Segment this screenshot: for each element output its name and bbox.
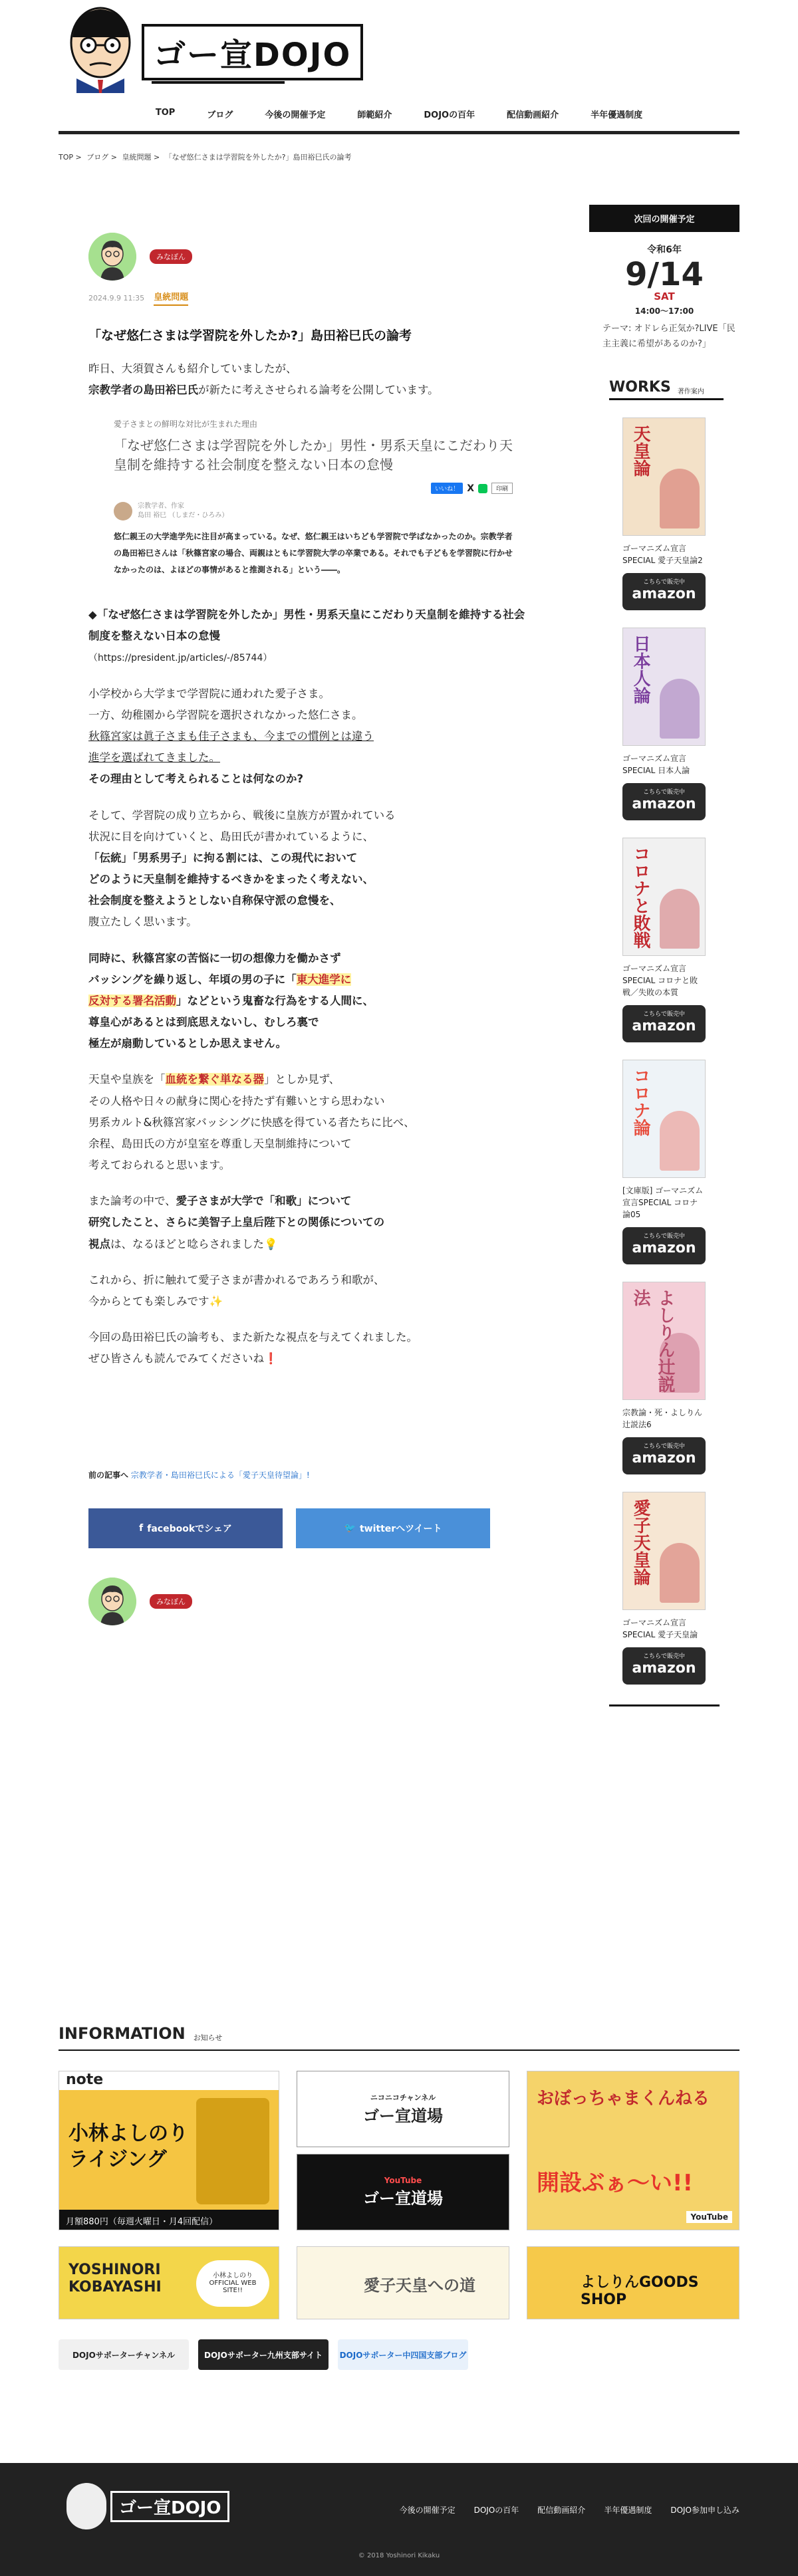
event-theme: テーマ: オドレら正気か?LIVE「民主主義に希望があるのか?」 [602, 324, 735, 349]
event-day: 9/14 [625, 256, 704, 293]
book-cover-art [660, 1543, 700, 1603]
p4-line: その人格や日々の献身に関心を持たず有難いとすら思わない [88, 1094, 385, 1108]
p2-bold: どのように天皇制を維持するべきかをまったく考えない、 [88, 873, 374, 886]
post-title: 「なぜ悠仁さまは学習院を外したか?」島田裕巳氏の論考 [88, 328, 412, 343]
next-event-heading: 次回の開催予定 [589, 205, 739, 232]
book-title[interactable]: ゴーマニズム宣言SPECIAL 日本人論 [622, 753, 690, 775]
niconico-channel-banner[interactable] [297, 2071, 509, 2147]
amazon-logo: amazon [632, 1239, 696, 1256]
line-share-icon[interactable] [478, 484, 487, 493]
amazon-button[interactable] [622, 1227, 706, 1264]
logo-underline [152, 81, 285, 84]
book-cover[interactable] [622, 417, 706, 536]
embed-body: 悠仁親王の大学進学先に注目が高まっている。なぜ、悠仁親王はいちども学習院で学ばなかったのか。宗教学者の島田裕巳さんは「秋篠宮家の場合、両親はともに学習院大学の卒業である。それでも子どもを学習院に行かせなかったのは、よほどの事情があると推測される」という――。 [114, 532, 513, 574]
information-section [59, 2024, 739, 2370]
author-avatar-bottom[interactable] [88, 1578, 136, 1625]
embed-kicker: 愛子さまとの鮮明な対比が生まれた理由 [114, 419, 258, 429]
embed-author-role: 宗教学者、作家 [138, 503, 184, 511]
book-cover-art [660, 679, 700, 739]
note-rising-banner[interactable] [59, 2071, 279, 2230]
p4-red: 血統を繋ぐ単なる器 [165, 1073, 264, 1086]
kobayashi-photo [196, 2098, 269, 2204]
amazon-logo: amazon [632, 795, 696, 812]
amazon-small-label: こちらで販売中 [643, 1443, 685, 1450]
goods-shop-banner[interactable] [527, 2246, 739, 2319]
information-subtitle: お知らせ [193, 2034, 223, 2042]
p2-line: そして、学習院の成り立ちから、戦後に皇族方が置かれている [88, 808, 396, 822]
footer-logo[interactable] [66, 2483, 229, 2529]
prev-label: 前の記事へ [88, 1470, 129, 1480]
p4-line: 天皇や皇族を「 [88, 1073, 166, 1086]
supporter-links [59, 2339, 739, 2370]
amazon-button[interactable] [622, 573, 706, 610]
global-nav [59, 100, 739, 134]
nav-dojo-history[interactable]: DOJOの百年 [424, 110, 475, 120]
official-site-title: YOSHINORI KOBAYASHI [68, 2262, 162, 2296]
event-time: 14:00～17:00 [634, 306, 694, 316]
amazon-small-label: こちらで販売中 [643, 578, 685, 586]
chushikoku-branch-link[interactable]: DOJOサポーター中四国支部ブログ [338, 2339, 468, 2370]
author-badge-bottom[interactable]: みなぼん [150, 1594, 192, 1609]
paragraph-1 [88, 683, 527, 790]
work-item [622, 1492, 706, 1685]
sidebar [589, 205, 739, 1706]
niconico-title: ゴー宣道場 [363, 2107, 443, 2125]
author-badge[interactable]: みなぼん [150, 249, 192, 264]
site-logo[interactable] [63, 4, 363, 93]
nav-blog[interactable]: ブログ [207, 110, 233, 120]
amazon-button[interactable] [622, 1437, 706, 1474]
facebook-share-label: facebookでシェア [147, 1524, 232, 1535]
video-channel-banners [297, 2071, 509, 2230]
like-button[interactable]: いいね！ [431, 483, 463, 494]
copyright: © 2018 Yoshinori Kikaku [358, 2552, 440, 2559]
site-header [0, 0, 798, 162]
information-heading [59, 2024, 739, 2051]
prev-post [88, 1469, 527, 1480]
youtube-label: YouTube [384, 2176, 422, 2185]
twitter-share-label: twitterへツイート [359, 1524, 442, 1535]
embed-share-bar [114, 483, 513, 494]
logo-text: ゴー宣DOJO [142, 24, 363, 80]
book-cover-title: コロナ論 [630, 1066, 650, 1136]
nav-schedule[interactable]: 今後の開催予定 [265, 110, 326, 120]
p2-bold: 「伝統」「男系男子」に拘る割には、この現代において [88, 851, 358, 864]
author-row [88, 233, 527, 281]
breadcrumb-current: 「なぜ悠仁さまは学習院を外したか?」島田裕巳氏の論考 [164, 153, 352, 162]
amazon-small-label: こちらで販売中 [643, 1653, 685, 1660]
official-site-bubble: 小林よしのり OFFICIAL WEB SITE!! [196, 2260, 269, 2307]
embedded-article[interactable] [114, 418, 513, 578]
intro-line-2: が新たに考えさせられる論考を公開しています。 [198, 384, 439, 397]
book-cover-title: 日本人論 [630, 634, 650, 704]
p2-line: 状況に目を向けていくと、島田氏が書かれているように、 [88, 830, 374, 843]
source-link-title: ◆「なぜ悠仁さまは学習院を外したか」男性・男系天皇にこだわり天皇制を維持する社会制度を整えない日本の怠慢 [88, 608, 525, 643]
note-price: 月額880円（毎週火曜日・月4回配信） [59, 2210, 279, 2230]
article [88, 233, 527, 1625]
embed-author-photo [114, 502, 132, 521]
amazon-button[interactable] [622, 1647, 706, 1685]
embed-title: 「なぜ悠仁さまは学習院を外したか」男性・男系天皇にこだわり天皇制を維持する社会制度を整えない日本の怠慢 [114, 437, 513, 473]
work-item [622, 628, 706, 820]
amazon-small-label: こちらで販売中 [643, 788, 685, 796]
information-title: INFORMATION [59, 2024, 186, 2043]
footer-nav-schedule[interactable]: 今後の開催予定 [399, 2506, 456, 2515]
p4-line: 男系カルト&秋篠宮家バッシングに快感を得ている者たちに比べ、 [88, 1115, 415, 1129]
sidebar-divider [609, 1704, 720, 1706]
amazon-logo: amazon [632, 1017, 696, 1034]
breadcrumb-top[interactable]: TOP [59, 153, 74, 162]
p1-bold: その理由として考えられることは何なのか? [88, 772, 304, 786]
work-item [622, 1060, 706, 1264]
p6-line: これから、折に触れて愛子さまが書かれるであろう和歌が、 [88, 1273, 385, 1286]
footer-nav-half-year[interactable]: 半年優遇制度 [604, 2506, 652, 2515]
works-title: WORKS [609, 378, 671, 396]
p2-line: 腹立たしく思います。 [88, 915, 198, 929]
breadcrumb: TOP > ブログ > 皇統問題 > 「なぜ悠仁さまは学習院を外したか?」島田裕巳氏の論考 [59, 153, 352, 162]
paragraph-link [88, 604, 527, 669]
embed-author-name: 島田 裕巳 （しまだ・ひろみ） [138, 512, 229, 520]
works-list [589, 417, 739, 1685]
p1-underline: 進学を選ばれてきました。 [88, 751, 220, 764]
exclamation-icon: ❗ [264, 1352, 278, 1365]
work-item [622, 1282, 706, 1474]
book-cover-title: よしりん辻説法 [630, 1288, 675, 1393]
paragraph-6 [88, 1270, 527, 1312]
p2-bold: 社会制度を整えようとしない自称保守派の怠慢を、 [88, 894, 341, 907]
p1-line: 小学校から大学まで学習院に通われた愛子さま。 [88, 687, 330, 700]
paragraph-3 [88, 948, 527, 1055]
youtube-badge: YouTube [686, 2211, 732, 2223]
amazon-logo: amazon [632, 1659, 696, 1677]
book-cover[interactable] [622, 628, 706, 746]
book-cover[interactable] [622, 838, 706, 956]
youtube-channel-banner[interactable] [297, 2154, 509, 2230]
obocchama-channel-banner[interactable] [527, 2071, 739, 2230]
p5-bold: 愛子さまが大学で「和歌」について [176, 1195, 352, 1208]
event-year: 令和6年 [647, 245, 682, 255]
niconico-label: ニコニコチャンネル [370, 2093, 436, 2102]
intro-bold: 宗教学者の島田裕巳氏 [88, 384, 198, 397]
aiko-title: 愛子天皇への道 [364, 2276, 475, 2295]
kyushu-branch-link[interactable]: DOJOサポーター九州支部サイト [198, 2339, 329, 2370]
kobayashi-face-icon [63, 4, 138, 93]
p6-line: 今からとても楽しみです [88, 1294, 209, 1308]
post-date: 2024.9.9 11:35 [88, 293, 145, 302]
youtube-title: ゴー宣道場 [363, 2189, 443, 2208]
book-title[interactable]: ゴーマニズム宣言SPECIAL 愛子天皇論2 [622, 543, 703, 565]
twitter-share-button[interactable] [296, 1508, 490, 1548]
next-event-date[interactable] [589, 243, 739, 316]
footer-nav-apply[interactable]: DOJO参加申し込み [670, 2506, 739, 2515]
p3-bold: 同時に、秋篠宮家の苦悩に一切の想像力を働かさず [88, 951, 341, 965]
paragraph-5 [88, 1191, 527, 1255]
post-meta [88, 290, 527, 306]
sparkle-icon: ✨ [209, 1294, 223, 1308]
amazon-logo: amazon [632, 1449, 696, 1466]
footer-nav-dojo-history[interactable]: DOJOの百年 [473, 2506, 519, 2515]
breadcrumb-category[interactable]: 皇統問題 [122, 153, 152, 162]
p5-bold: 研究したこと、さらに美智子上皇后陛下との関係についての [88, 1216, 385, 1229]
nav-top[interactable]: TOP [155, 108, 176, 118]
p4-line: 余程、島田氏の方が皇室を尊重し天皇制維持について [88, 1137, 352, 1150]
author-footer [88, 1578, 527, 1625]
book-cover-title: 愛子天皇論 [630, 1498, 650, 1585]
book-cover-title: 天皇論 [630, 424, 650, 477]
footer-face-icon [66, 2483, 106, 2529]
embed-author [114, 502, 513, 521]
amazon-button[interactable] [622, 783, 706, 820]
facebook-share-button[interactable] [88, 1508, 283, 1548]
footer-logo-text: ゴー宣DOJO [110, 2491, 229, 2522]
paragraph-2 [88, 805, 527, 933]
book-cover-art [660, 1111, 700, 1171]
p1-line: 一方、幼稚園から学習院を選択されなかった悠仁さま。 [88, 708, 363, 721]
works-heading [609, 379, 724, 400]
banner-grid [59, 2071, 739, 2319]
prev-post-link[interactable]: 宗教学者・島田裕巳氏による「愛子天皇待望論」! [130, 1470, 310, 1480]
event-weekday: SAT [654, 291, 675, 302]
book-title[interactable]: ゴーマニズム宣言SPECIAL コロナと敗戦／失敗の本質 [622, 963, 698, 997]
x-share-icon[interactable]: X [467, 483, 474, 494]
p3-bold: 」などという鬼畜な行為をする人間に、 [176, 994, 374, 1007]
supporter-channel-link[interactable]: DOJOサポーターチャンネル [59, 2339, 189, 2370]
paragraph-7 [88, 1327, 527, 1369]
print-button[interactable]: 印刷 [491, 483, 513, 494]
amazon-small-label: こちらで販売中 [643, 1010, 685, 1018]
aiko-tenno-banner[interactable] [297, 2246, 509, 2319]
book-cover-art [660, 889, 700, 949]
book-title[interactable]: ゴーマニズム宣言SPECIAL 愛子天皇論 [622, 1617, 698, 1639]
facebook-icon: f [139, 1523, 144, 1534]
book-cover[interactable] [622, 1060, 706, 1178]
nav-half-year[interactable]: 半年優遇制度 [591, 110, 643, 120]
author-avatar[interactable] [88, 233, 136, 281]
book-title[interactable]: 宗教論・死・よしりん辻説法6 [622, 1407, 703, 1429]
book-cover-art [660, 469, 700, 528]
amazon-button[interactable] [622, 1005, 706, 1042]
twitter-bird-icon: 🐦 [344, 1523, 356, 1534]
p3-bold: 極左が扇動しているとしか思えません。 [88, 1037, 287, 1050]
goods-shop-title: よしりんGOODS SHOP [581, 2274, 699, 2308]
note-logo: note [59, 2071, 279, 2090]
p7-line: 今回の島田裕巳氏の論考も、また新たな視点を与えてくれました。 [88, 1331, 418, 1344]
work-item [622, 838, 706, 1042]
breadcrumb-blog[interactable]: ブログ [86, 153, 109, 162]
post-category[interactable]: 皇統問題 [154, 290, 188, 306]
official-site-banner[interactable] [59, 2246, 279, 2319]
nerun-title: おぼっちゃまくんねる [537, 2089, 710, 2109]
amazon-small-label: こちらで販売中 [643, 1232, 685, 1240]
footer-nav [400, 2504, 739, 2516]
nav-videos[interactable]: 配信動画紹介 [507, 110, 559, 120]
note-title: 小林よしのりライジング [68, 2122, 188, 2171]
intro-line-1: 昨日、大須賀さんも紹介していましたが、 [88, 362, 297, 375]
site-footer [0, 2463, 798, 2576]
p1-underline: 秋篠宮家は眞子さまも佳子さまも、今までの慣例とは違う [88, 729, 374, 743]
nav-instructors[interactable]: 師範紹介 [357, 110, 392, 120]
amazon-logo: amazon [632, 585, 696, 602]
paragraph-4 [88, 1069, 527, 1176]
lightbulb-icon: 💡 [264, 1237, 278, 1250]
footer-nav-videos[interactable]: 配信動画紹介 [537, 2506, 586, 2515]
p4-line: 」としか見ず、 [264, 1073, 340, 1086]
source-link-url[interactable]: （https://president.jp/articles/-/85744） [88, 653, 273, 664]
p7-line: ぜひ皆さんも読んでみてくださいね [88, 1352, 264, 1365]
book-title[interactable]: [文庫版] ゴーマニズム宣言SPECIAL コロナ論05 [622, 1185, 704, 1219]
share-buttons [88, 1508, 527, 1548]
book-cover-art [660, 1333, 700, 1393]
book-cover[interactable] [622, 1492, 706, 1610]
p3-bold: バッシングを繰り返し、年頃の男の子に「 [88, 973, 297, 986]
p5-bold: 視点 [88, 1237, 110, 1250]
work-item [622, 417, 706, 610]
p4-line: 考えておられると思います。 [88, 1159, 231, 1172]
p3-red: 反対する署名活動 [88, 994, 176, 1007]
p5-line: は、なるほどと唸らされました [110, 1237, 264, 1250]
book-cover-title: コロナと敗戦 [630, 844, 650, 949]
p3-red: 東大進学に [296, 973, 352, 986]
paragraph-intro [88, 358, 527, 401]
book-cover[interactable] [622, 1282, 706, 1400]
works-subtitle: 著作案内 [677, 388, 704, 396]
p5-line: また論考の中で、 [88, 1195, 176, 1208]
p3-bold: 尊皇心があるとは到底思えないし、むしろ裏で [88, 1016, 319, 1029]
nerun-subtitle: 開設ぶぁ〜い!! [537, 2170, 694, 2196]
